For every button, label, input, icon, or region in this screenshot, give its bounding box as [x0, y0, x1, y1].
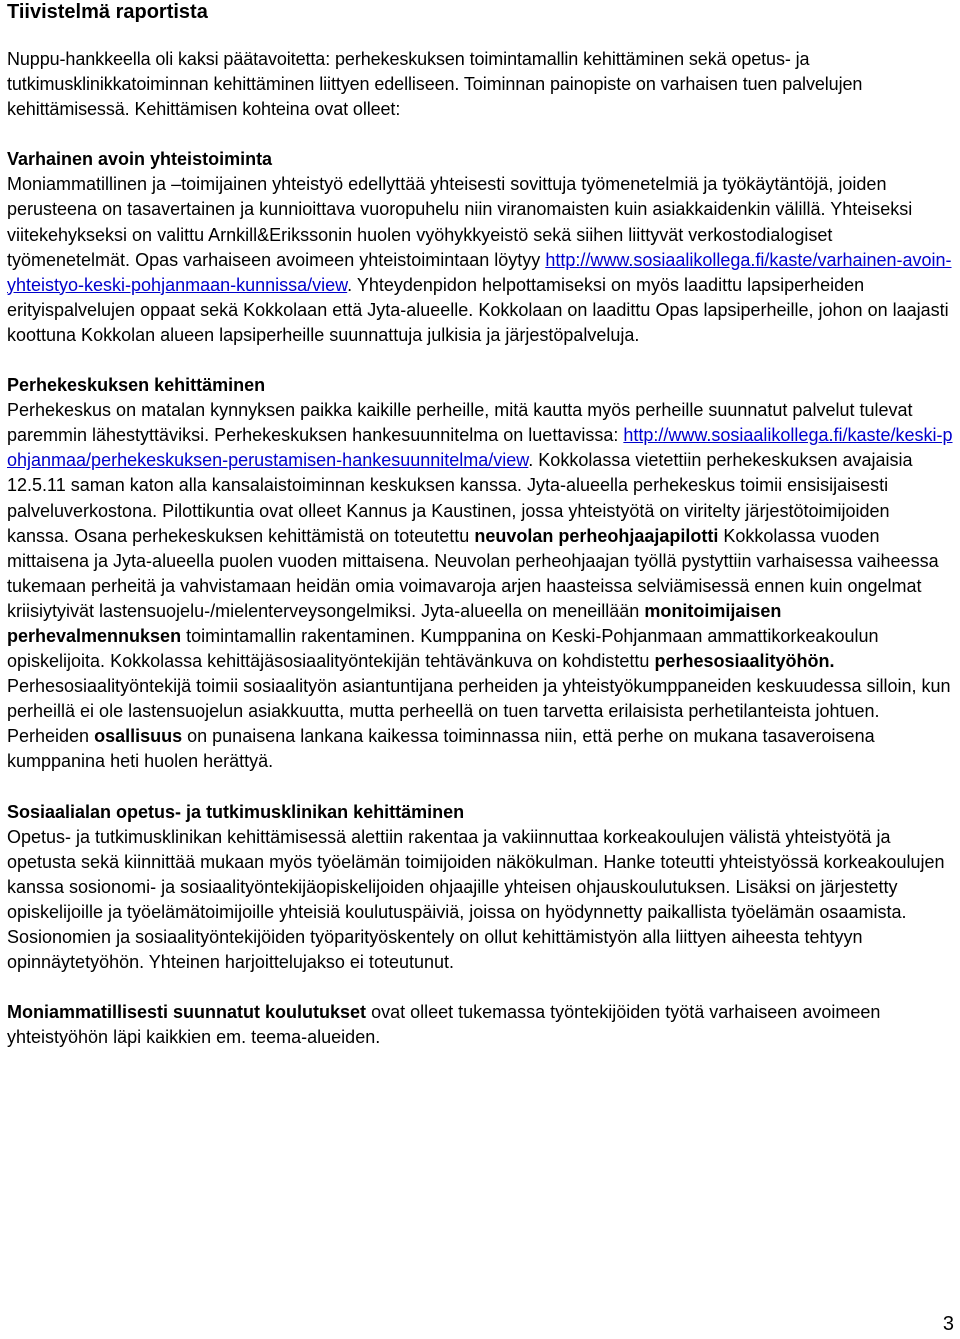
section2-text-14: Perheiden — [7, 726, 90, 747]
document-page — [7, 0, 953, 1050]
intro-text-1: Nuppu-hankkeella oli kaksi päätavoitetta: perhekeskuksen toimintamallin kehittäminen sekä opetus- ja tutkimusklinikkatoiminnan kehittäminen liittyen edelliseen. — [7, 49, 810, 95]
section1-text-3: Opas varhaiseen avoimeen yhteistoimintaan löytyy — [135, 249, 541, 270]
section2-text-10: toimintamallin rakentaminen. — [186, 625, 416, 646]
intro-text-2: Toiminnan painopiste on varhaisen tuen palvelujen kehittämisessä. — [7, 74, 863, 120]
section2-text-2: Perhekeskuksen hankesuunnitelma on luettavissa: — [214, 425, 619, 446]
section2-text-15: on punaisena lankana kaikessa toiminnassa niin, että perhe on mukana tasaveroisena kumppanina heti huolen herättyä. — [7, 726, 875, 772]
intro-paragraph — [7, 47, 953, 122]
section2-bold-2: monitoimijaisen perhevalmennuksen — [7, 600, 782, 646]
section2-text-1: Perhekeskus on matalan kynnyksen paikka kaikille perheille, mitä kautta myös perheille suunnatut palvelut tulevat paremmin lähestyttäviksi. — [7, 400, 913, 446]
section2-bold-1: neuvolan perheohjaajapilotti — [474, 525, 719, 546]
page-title: Tiivistelmä raportista — [7, 1, 208, 23]
section-title-varhainen: Varhainen avoin yhteistoiminta — [7, 149, 273, 170]
section2-bold-4: osallisuus — [94, 726, 183, 747]
section2-text-13: Perhesosiaalityöntekijä toimii sosiaalityön asiantuntijana perheiden ja yhteistyökumppaneiden keskuudessa silloin, kun perheillä ei ole lastensuojelun asiakkuutta, mutta perheellä on tuen tarvetta erilaisista perhetilanteista johtuen. — [7, 676, 951, 722]
section2-text-4: Jyta-alueella perhekeskus toimii ensisijaisesti palveluverkostona. — [7, 475, 889, 521]
section3-text-5: Yhteinen harjoittelujakso ei toteutunut. — [148, 952, 455, 973]
section1-text-5: Kokkolaan on laadittu Opas lapsiperheille, johon on laajasti koottuna Kokkolan alueen lapsiperheille suunnattuja julkisia ja järjestöpalveluja. — [7, 299, 949, 345]
section-title-perhekeskus: Perhekeskuksen kehittäminen — [7, 375, 266, 396]
section4-text-1: ovat olleet tukemassa työntekijöiden työtä varhaiseen avoimeen yhteistyöhön läpi kaikkien em. teema-alueiden. — [7, 1002, 881, 1048]
section2-text-3: . Kokkolassa vietettiin perhekeskuksen avajaisia 12.5.11 saman katon alla kansalaistoiminnan keskuksen kanssa. — [7, 450, 913, 496]
section2-text-7: Kokkolassa vuoden mittaisena ja Jyta-alueella puolen vuoden mittaisena. — [7, 525, 880, 571]
section3-text-2: Hanke toteutti yhteistyössä korkeakoulujen kanssa sosionomi- ja sosiaalityöntekijäopiskelijoiden ohjaajille yhteisen ohjauskoulutuksen. — [7, 851, 945, 897]
section1-text-1: Moniammatillinen ja –toimijainen yhteistyö edellyttää yhteisesti sovittuja työmenetelmiä ja työkäytäntöjä, joiden perusteena on tasavertainen ja kunnioittava vuoropuhelu niin viranomaisten kuin asiakkaidenkin välillä. — [7, 174, 887, 220]
section1-text-4: . Yhteydenpidon helpottamiseksi on myös laadittu lapsiperheiden erityispalvelujen oppaat sekä Kokkolaan että Jyta-alueelle. — [7, 274, 865, 320]
section2-bold-3: perhesosiaalityöhön. — [654, 651, 835, 672]
section2-text-12: Kokkolassa kehittäjäsosiaalityöntekijän tehtävänkuva on kohdistettu — [110, 651, 650, 672]
section2-text-6: Osana perhekeskuksen kehittämistä on toteutettu — [74, 525, 470, 546]
section3-text-3: Lisäksi on järjestetty opiskelijoille ja työelämätoimijoille yhteisiä koulutuspäiviä, joissa on hyödynnetty paikallista työelämän osaamista. — [7, 876, 907, 922]
intro-text-3: Kehittämisen kohteina ovat olleet: — [134, 99, 401, 120]
page-number: 3 — [942, 1313, 954, 1335]
section4-bold-1: Moniammatillisesti suunnatut koulutukset — [7, 1002, 367, 1023]
section-koulutukset — [7, 1000, 953, 1050]
section3-text-1: Opetus- ja tutkimusklinikan kehittämisessä alettiin rakentaa ja vakiinnuttaa korkeakoulujen välistä yhteistyötä ja opetusta sekä kiinnittää mukaan myös työelämän toimijoiden näkökulman. — [7, 826, 891, 872]
section3-text-4: Sosionomien ja sosiaalityöntekijöiden työparityöskentely on ollut kehittämistyön alla liittyen aiheesta tehtyyn opinnäytetyöhön. — [7, 927, 863, 973]
section-varhainen — [7, 147, 953, 348]
section2-text-9: Jyta-alueella on meneillään — [421, 600, 640, 621]
section-perhekeskus — [7, 373, 953, 775]
section2-text-11: Kumppanina on Keski-Pohjanmaan ammattikorkeakoulun opiskelijoita. — [7, 625, 879, 672]
guide-link[interactable]: http://www.sosiaalikollega.fi/kaste/varhainen-avoin-yhteistyo-keski-pohjanmaan-kunnissa/view — [7, 249, 952, 295]
section-body-varhainen — [7, 172, 953, 348]
section-opetusklinikka — [7, 800, 953, 976]
section-title-opetusklinikka: Sosiaalialan opetus- ja tutkimusklinikan kehittäminen — [7, 801, 465, 822]
plan-link[interactable]: http://www.sosiaalikollega.fi/kaste/keski-pohjanmaa/perhekeskuksen-perustamisen-hankesuunnitelma/view — [7, 425, 953, 471]
section1-text-2: Yhteiseksi viitekehykseksi on valittu Arnkill&Erikssonin huolen vyöhykkyeistö sekä siihen liittyvät verkostodialogiset työmenetelmät. — [7, 199, 913, 270]
section-body-perhekeskus — [7, 398, 953, 774]
section2-text-8: Neuvolan perheohjaajan työllä pystyttiin varhaisessa vaiheessa tukemaan perheitä ja vahvistamaan heidän omia voimavaroja arjen haasteissa selviämisessä ennen kuin ongelmat kriisiytyivät lastensuojelu-/mielenterveysongelmiksi. — [7, 550, 939, 621]
section2-text-5: Pilottikuntia ovat olleet Kannus ja Kaustinen, jossa yhteistyötä on viritelty järjestötoimijoiden kanssa. — [7, 500, 890, 546]
section-body-opetusklinikka — [7, 825, 953, 976]
